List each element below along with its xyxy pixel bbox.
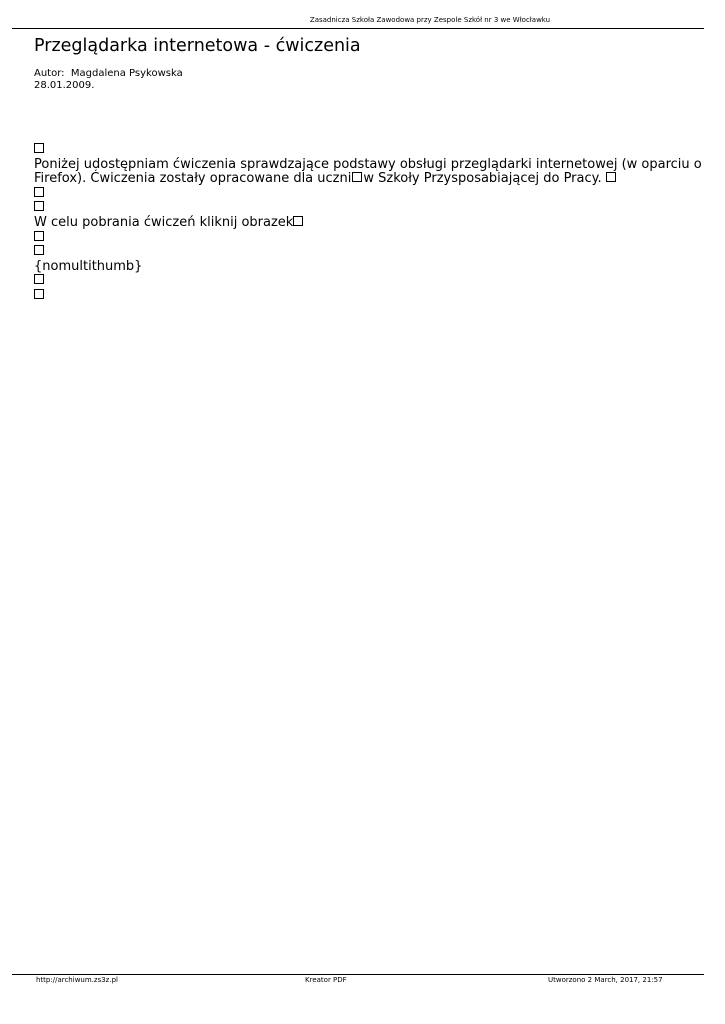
footer-created-date: Utworzono 2 March, 2017, 21:57 bbox=[548, 976, 663, 984]
missing-glyph-icon bbox=[34, 245, 44, 255]
paragraph-text: Firefox). Ćwiczenia zostały opracowane dla uczni bbox=[34, 171, 352, 187]
missing-glyph-icon bbox=[352, 172, 362, 182]
paragraph-text: w Szkoły Przysposabiającej do Pracy. bbox=[363, 171, 606, 187]
missing-glyph-line bbox=[34, 245, 674, 260]
missing-glyph-line bbox=[34, 231, 674, 246]
missing-glyph-icon bbox=[293, 216, 303, 226]
page-header-school-name: Zasadnicza Szkoła Zawodowa przy Zespole Szkół nr 3 we Włocławku bbox=[309, 16, 551, 24]
header-divider bbox=[12, 28, 704, 29]
missing-glyph-icon bbox=[34, 201, 44, 211]
article-title: Przeglądarka internetowa - ćwiczenia bbox=[34, 36, 361, 56]
missing-glyph-icon bbox=[606, 172, 616, 182]
missing-glyph-line bbox=[34, 187, 674, 202]
missing-glyph-icon bbox=[34, 289, 44, 299]
missing-glyph-line bbox=[34, 143, 674, 158]
footer-generator: Kreator PDF bbox=[305, 976, 347, 984]
article-meta bbox=[34, 68, 183, 92]
download-instruction: W celu pobrania ćwiczeń kliknij obrazek bbox=[34, 214, 294, 230]
article-body bbox=[34, 143, 702, 304]
paragraph-line bbox=[34, 172, 674, 187]
missing-glyph-icon bbox=[34, 187, 44, 197]
missing-glyph-line bbox=[34, 289, 674, 304]
footer-url: http://archiwum.zs3z.pl bbox=[36, 976, 118, 984]
article-date: 28.01.2009. bbox=[34, 80, 95, 91]
missing-glyph-icon bbox=[34, 231, 44, 241]
paragraph-line: Poniżej udostępniam ćwiczenia sprawdzające podstawy obsługi przeglądarki internetowej (w oparciu o bbox=[34, 156, 702, 172]
missing-glyph-line bbox=[34, 201, 674, 216]
footer-divider bbox=[12, 974, 704, 975]
placeholder-tag: {nomultithumb} bbox=[34, 258, 143, 274]
missing-glyph-line bbox=[34, 274, 674, 289]
article-author: Autor: Magdalena Psykowska bbox=[34, 68, 183, 79]
download-instruction-line bbox=[34, 216, 674, 231]
missing-glyph-icon bbox=[34, 143, 44, 153]
missing-glyph-icon bbox=[34, 274, 44, 284]
